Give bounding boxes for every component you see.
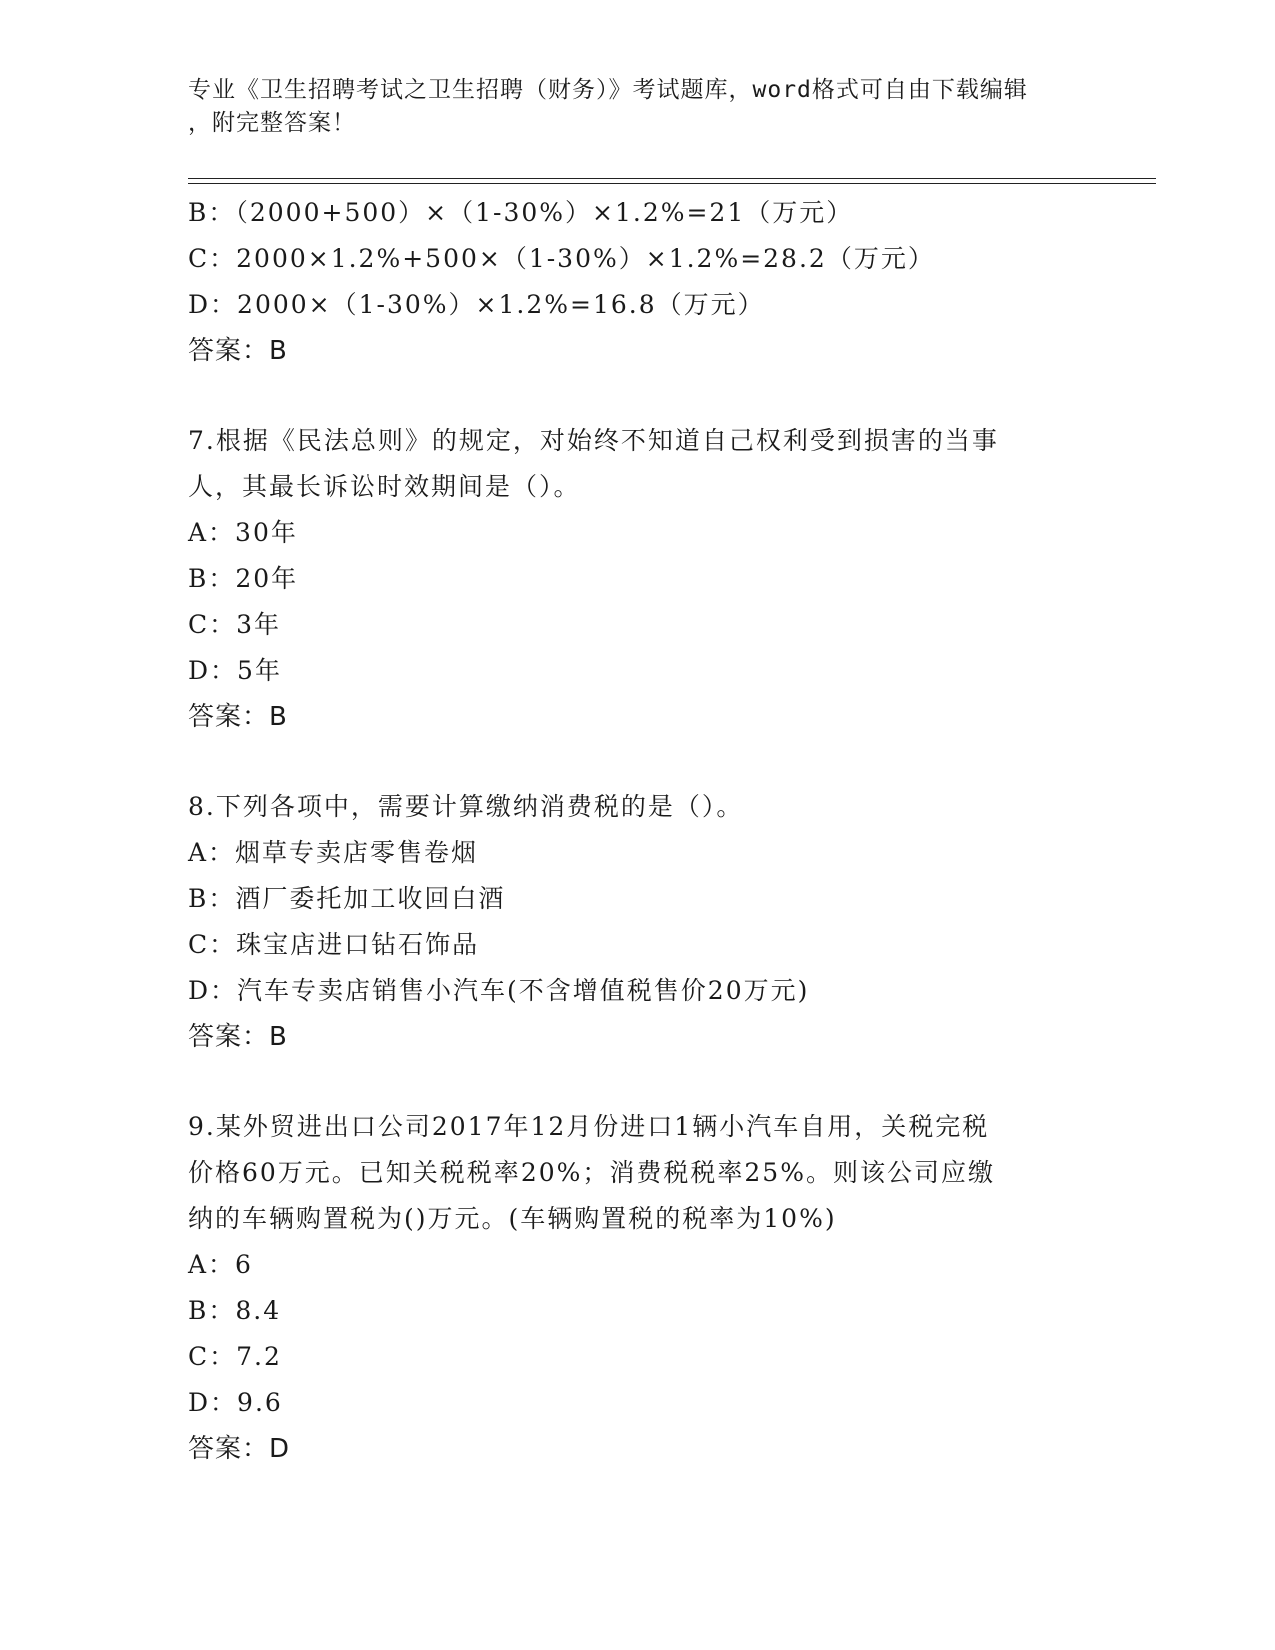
answer: 答案：B (188, 1022, 288, 1052)
question-stem-line: 7.根据《民法总则》的规定，对始终不知道自己权利受到损害的当事 (188, 426, 999, 455)
option-b: B：20年 (188, 564, 299, 593)
question-stem-line: 人，其最长诉讼时效期间是（）。 (188, 472, 581, 501)
spacer (188, 374, 1088, 418)
option-a: A：30年 (188, 518, 298, 547)
question-6-tail (188, 190, 1088, 374)
question-stem-line: 价格60万元。已知关税税率20%；消费税税率25%。则该公司应缴 (188, 1158, 995, 1187)
spacer (188, 740, 1088, 784)
question-stem-line: 纳的车辆购置税为()万元。(车辆购置税的税率为10%) (188, 1204, 837, 1233)
header-divider-bottom (188, 183, 1156, 184)
option-b: B：（2000+500）×（1-30%）×1.2%=21（万元） (188, 198, 854, 227)
option-a: A：6 (188, 1250, 253, 1279)
question-8 (188, 784, 1088, 1060)
header-line-2: ，附完整答案！ (188, 110, 356, 136)
header-line-1: 专业《卫生招聘考试之卫生招聘（财务）》考试题库，word格式可自由下载编辑 (188, 77, 1028, 103)
question-9 (188, 1104, 1088, 1472)
document-header (188, 74, 1088, 140)
option-c: C：7.2 (188, 1342, 282, 1371)
question-stem-line: 9.某外贸进出口公司2017年12月份进口1辆小汽车自用，关税完税 (188, 1112, 990, 1141)
question-7 (188, 418, 1088, 740)
question-stem-line: 8.下列各项中，需要计算缴纳消费税的是（）。 (188, 792, 744, 821)
option-b: B：8.4 (188, 1296, 282, 1325)
option-c: C：3年 (188, 610, 282, 639)
option-a: A：烟草专卖店零售卷烟 (188, 838, 479, 867)
option-d: D：2000×（1-30%）×1.2%=16.8（万元） (188, 290, 765, 319)
option-d: D：汽车专卖店销售小汽车(不含增值税售价20万元) (188, 976, 810, 1005)
answer: 答案：B (188, 702, 288, 732)
question-list (188, 190, 1088, 1472)
header-divider-top (188, 178, 1156, 179)
answer: 答案：D (188, 1434, 291, 1464)
option-c: C：珠宝店进口钻石饰品 (188, 930, 480, 959)
option-d: D：9.6 (188, 1388, 283, 1417)
answer: 答案：B (188, 336, 288, 366)
option-b: B：酒厂委托加工收回白酒 (188, 884, 506, 913)
option-d: D：5年 (188, 656, 282, 685)
option-c: C：2000×1.2%+500×（1-30%）×1.2%=28.2（万元） (188, 244, 935, 273)
spacer (188, 1060, 1088, 1104)
